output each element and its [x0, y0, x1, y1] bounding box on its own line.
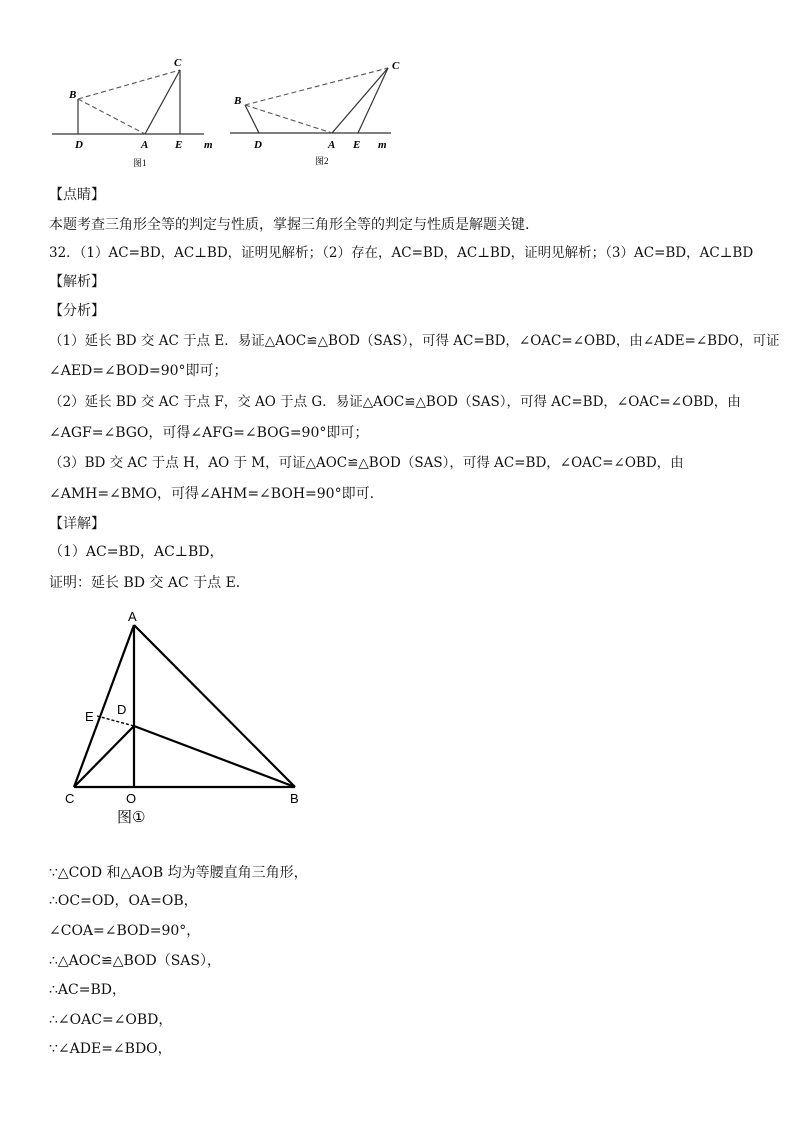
label-C: C — [392, 60, 400, 72]
analysis-2b: ∠AGF=∠BGO，可得∠AFG=∠BOG=90°即可； — [49, 425, 369, 441]
label-E: E — [353, 139, 361, 151]
figure-1-caption: 图1 — [133, 158, 147, 168]
label-E: E — [85, 709, 94, 724]
segment-BC — [78, 70, 180, 99]
proof-line: ∴AC=BD， — [49, 982, 126, 998]
label-A: A — [128, 609, 137, 624]
proof-line: ∴∠OAC=∠OBD， — [49, 1012, 173, 1028]
figure-2-diagram — [228, 52, 418, 172]
label-m: m — [378, 139, 387, 151]
detail-1: （1）AC=BD，AC⊥BD， — [49, 544, 224, 560]
proof-line: ∵△COD 和△AOB 均为等腰直角三角形， — [49, 865, 308, 881]
answer-32: 32．（1）AC=BD，AC⊥BD，证明见解析；（2）存在，AC=BD，AC⊥BD，证明见解析；（3）AC=BD，AC⊥BD — [49, 245, 754, 261]
figure-1-diagram — [49, 52, 221, 172]
figure-circled-1-diagram — [55, 605, 315, 830]
dianjing-text: 本题考查三角形全等的判定与性质，掌握三角形全等的判定与性质是解题关键. — [49, 217, 530, 233]
analysis-2a: （2）延长 BD 交 AC 于点 F，交 AO 于点 G．易证△AOC≌△BOD（SAS），可得 AC=BD，∠OAC=∠OBD，由 — [49, 394, 741, 410]
label-B: B — [69, 89, 77, 101]
segment-CE — [358, 68, 388, 133]
detail-proof-start: 证明：延长 BD 交 AC 于点 E. — [49, 575, 241, 591]
label-m: m — [204, 139, 213, 151]
heading-jiexi: 【解析】 — [49, 274, 105, 290]
label-D: D — [75, 139, 83, 151]
label-A: A — [328, 139, 336, 151]
proof-line: ∴OC=OD，OA=OB， — [49, 893, 198, 909]
segment-AB — [134, 625, 295, 787]
segment-BA — [245, 105, 332, 133]
label-C: C — [65, 791, 75, 806]
segment-BA — [78, 99, 145, 134]
heading-dianjing: 【点睛】 — [49, 187, 105, 203]
figure-caption: 图① — [117, 809, 146, 826]
label-D: D — [117, 702, 127, 717]
segment-BC — [245, 68, 388, 105]
analysis-1a: （1）延长 BD 交 AC 于点 E．易证△AOC≌△BOD（SAS），可得 AC=BD，∠OAC=∠OBD，由∠ADE=∠BDO，可证 — [49, 333, 780, 349]
label-O: O — [126, 791, 137, 806]
analysis-1b: ∠AED=∠BOD=90°即可； — [49, 363, 228, 379]
label-B: B — [290, 791, 299, 806]
segment-CD — [74, 726, 134, 787]
label-D: D — [254, 139, 262, 151]
analysis-3b: ∠AMH=∠BMO，可得∠AHM=∠BOH=90°即可. — [49, 486, 375, 502]
figure-2-caption: 图2 — [315, 156, 329, 166]
label-A: A — [141, 139, 149, 151]
label-E: E — [175, 139, 183, 151]
segment-AC — [145, 70, 180, 134]
label-C: C — [174, 57, 182, 69]
label-B: B — [234, 95, 242, 107]
segment-DB — [134, 726, 295, 787]
heading-fenxi: 【分析】 — [49, 303, 105, 319]
analysis-3a: （3）BD 交 AC 于点 H，AO 于 M，可证△AOC≌△BOD（SAS），可得 AC=BD，∠OAC=∠OBD，由 — [49, 455, 684, 471]
segment-AC — [332, 68, 388, 133]
segment-ED-dashed — [97, 716, 134, 726]
heading-xiangjie: 【详解】 — [49, 516, 105, 532]
proof-line: ∠COA=∠BOD=90°， — [49, 923, 201, 939]
proof-line: ∵∠ADE=∠BDO， — [49, 1041, 172, 1057]
proof-line: ∴△AOC≌△BOD（SAS）， — [49, 953, 222, 969]
